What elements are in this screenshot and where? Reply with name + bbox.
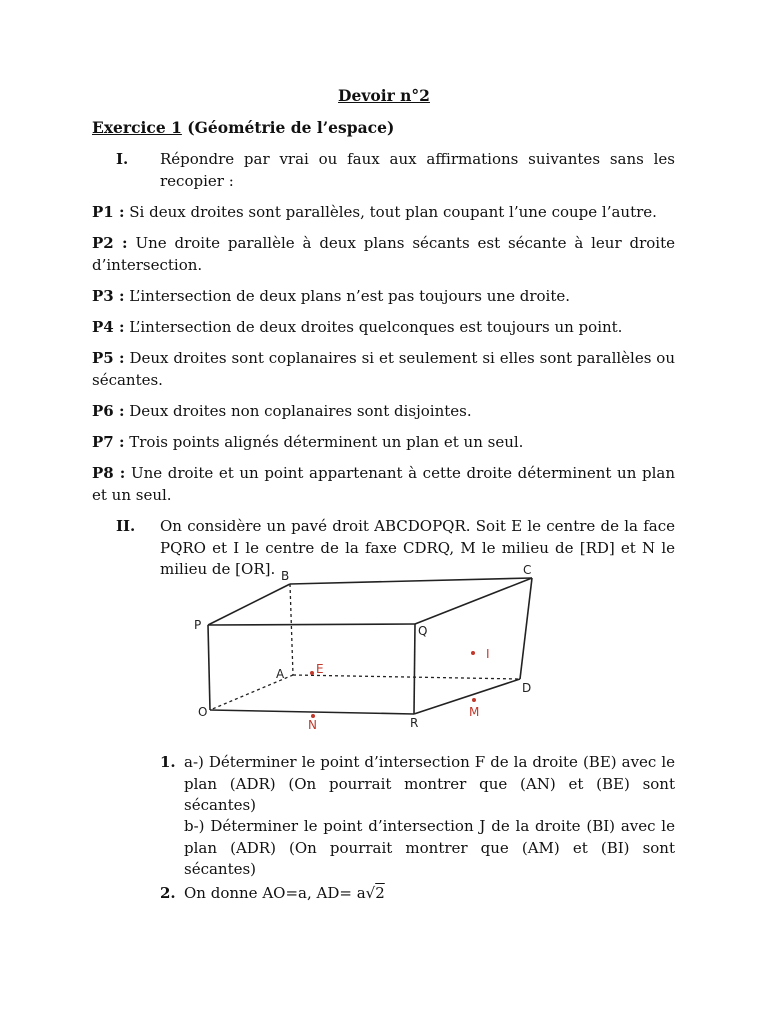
proposition-3 [92,286,675,308]
label-A: A [276,667,285,681]
cuboid-solid-edges [208,578,532,714]
section-2-number: II. [116,517,136,535]
proposition-text: Une droite et un point appartenant à cette droite déterminent un plan et un seul. [92,464,675,504]
edge-BA [290,584,293,675]
exercise-topic: (Géométrie de l’espace) [187,118,395,137]
exercise-heading [92,118,394,137]
sqrt-value: 2 [375,884,385,902]
proposition-text: Deux droites sont coplanaires si et seulement si elles sont parallèles ou sécantes. [92,349,675,389]
page-title: Devoir n°2 [338,86,430,105]
question-1b: b-) Déterminer le point d’intersection J de la droite (BI) avec le plan (ADR) (On pourrait montrer que (AM) et (BI) sont sécantes) [184,817,675,878]
label-R: R [410,716,419,730]
label-B: B [281,569,290,583]
cuboid-hidden-edges [210,584,520,710]
proposition-1 [92,202,675,224]
proposition-5 [92,348,675,391]
proposition-label: P1 : [92,203,125,221]
proposition-text: L’intersection de deux plans n’est pas toujours une droite. [124,287,571,305]
proposition-text: Si deux droites sont parallèles, tout plan coupant l’une coupe l’autre. [124,203,657,221]
proposition-label: P8 : [92,464,126,482]
proposition-label: P7 : [92,433,125,451]
proposition-7 [92,432,675,454]
label-O: O [198,705,208,719]
proposition-text: L’intersection de deux droites quelconques est toujours un point. [124,318,623,336]
edge-OR [210,710,414,714]
proposition-label: P2 : [92,234,128,252]
label-N: N [308,718,317,732]
proposition-8 [92,463,675,506]
label-D: D [522,681,532,695]
figure-points [310,651,476,718]
section-1-number: I. [116,150,129,168]
cuboid-figure [190,562,550,734]
point-M [472,698,476,702]
section-1-instruction: Répondre par vrai ou faux aux affirmations suivantes sans les recopier : [160,150,675,190]
proposition-4 [92,317,675,339]
proposition-label: P6 : [92,402,125,420]
proposition-label: P5 : [92,349,125,367]
label-I: I [486,647,490,661]
proposition-text: Trois points alignés déterminent un plan et un seul. [124,433,524,451]
question-2-text: On donne AO=a, AD= a [184,884,366,902]
proposition-label: P4 : [92,318,125,336]
question-2-number: 2. [160,884,176,902]
edge-QR [414,624,415,714]
figure-vertex-labels [194,563,531,730]
proposition-text: Une droite parallèle à deux plans sécants est sécante à leur droite d’intersection. [92,234,675,274]
question-2 [184,883,675,905]
point-I [471,651,475,655]
proposition-text: Deux droites non coplanaires sont disjointes. [124,402,472,420]
sqrt-symbol: √ [365,884,376,902]
label-E: E [316,662,324,676]
question-1-number: 1. [160,753,176,771]
question-1a: a-) Déterminer le point d’intersection F de la droite (BE) avec le plan (ADR) (On pourrait montrer que (AN) et (BE) sont sécantes) [184,753,675,814]
proposition-6 [92,401,675,423]
edge-PQ [208,624,415,625]
edge-RD [414,679,520,714]
figure-point-labels [308,647,490,732]
proposition-2 [92,233,675,276]
edge-PO [208,625,210,710]
label-Q: Q [418,624,428,638]
edge-AD [293,675,520,679]
label-C: C [523,563,532,577]
label-M: M [469,705,480,719]
proposition-label: P3 : [92,287,125,305]
point-E [310,671,314,675]
edge-PB [208,584,290,625]
edge-CD [520,578,532,679]
exercise-label: Exercice 1 [92,118,182,137]
edge-QC [415,578,532,624]
edge-BC [290,578,532,584]
section-2-statement: On considère un pavé droit ABCDOPQR. Soit E le centre de la face PQRO et I le centre de la faxe CDRQ, M le milieu de [RD] et N le milieu de [OR]. [160,517,675,578]
label-P: P [194,618,202,632]
